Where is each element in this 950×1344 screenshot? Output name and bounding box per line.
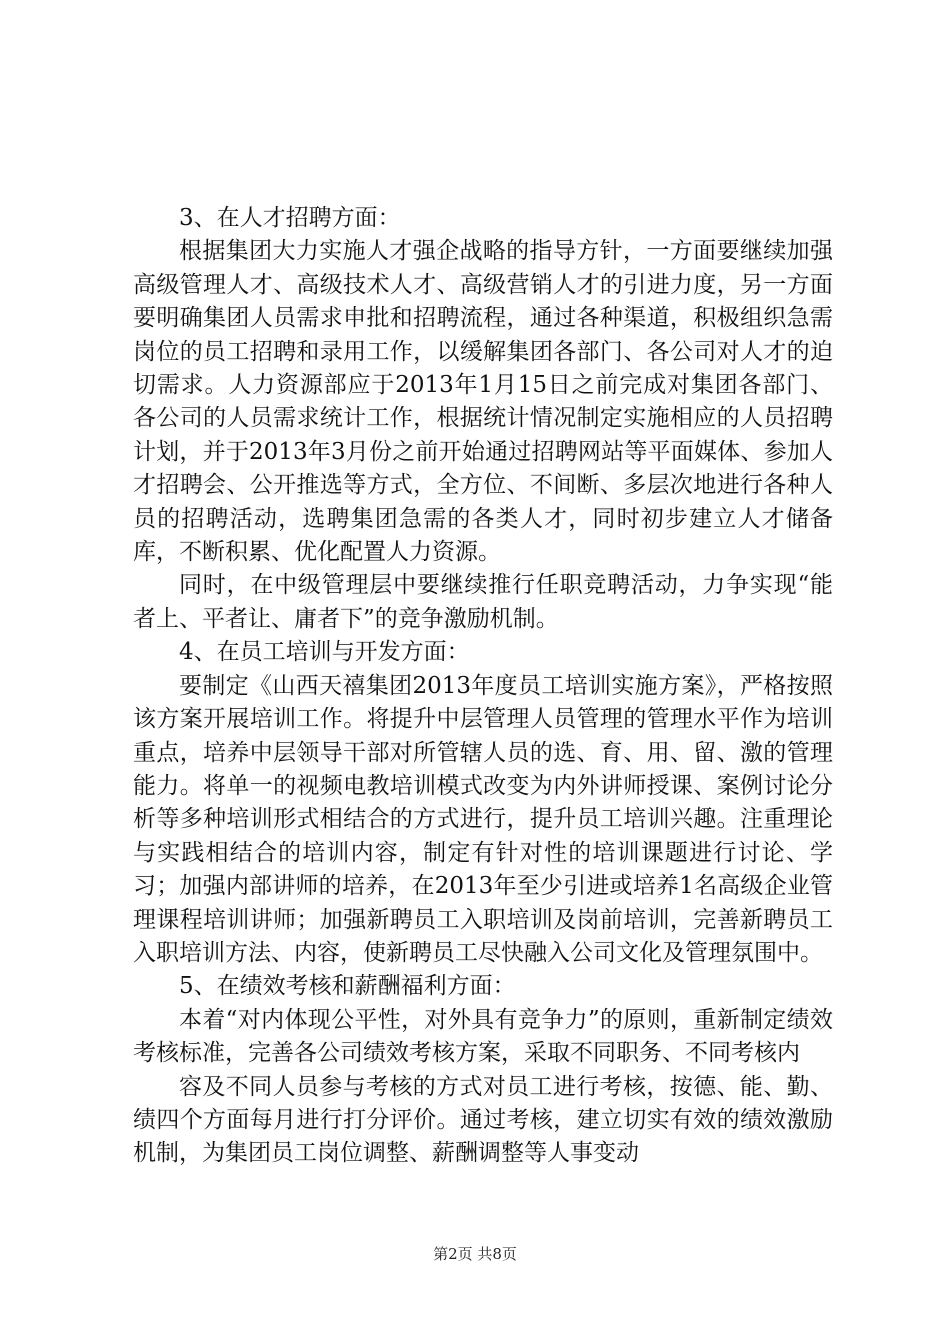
page-footer: 第2页 共8页 <box>433 1245 517 1263</box>
body-paragraph: 根据集团大力实施人才强企战略的指导方针，一方面要继续加强高级管理人才、高级技术人才、高级营销人才的引进力度，另一方面要明确集团人员需求申批和招聘流程，通过各种渠道，积极组织急需岗位的员工招聘和录用工作，以缓解集团各部门、各公司对人才的迫切需求。人力资源部应于2013年1月15日之前完成对集团各部门、各公司的人员需求统计工作，根据统计情况制定实施相应的人员招聘计划，并于2013年3月份之前开始通过招聘网站等平面媒体、参加人才招聘会、公开推选等方式，全方位、不间断、多层次地进行各种人员的招聘活动，选聘集团急需的各类人才，同时初步建立人才储备库，不断积累、优化配置人力资源。 <box>133 238 833 566</box>
body-paragraph: 同时，在中级管理层中要继续推行任职竞聘活动，力争实现“能者上、平者让、庸者下”的竞争激励机制。 <box>133 572 833 632</box>
document-body <box>133 202 833 1171</box>
section-heading-recruitment: 3、在人才招聘方面： <box>179 205 401 231</box>
body-paragraph: 要制定《山西天禧集团2013年度员工培训实施方案》，严格按照该方案开展培训工作。将提升中层管理人员管理的管理水平作为培训重点，培养中层领导干部对所管辖人员的选、育、用、留、激的管理能力。将单一的视频电教培训模式改变为内外讲师授课、案例讨论分析等多种培训形式相结合的方式进行，提升员工培训兴趣。注重理论与实践相结合的培训内容，制定有针对性的培训课题进行讨论、学习；加强内部讲师的培养，在2013年至少引进或培养1名高级企业管理课程培训讲师；加强新聘员工入职培训及岗前培训，完善新聘员工入职培训方法、内容，使新聘员工尽快融入公司文化及管理氛围中。 <box>133 672 833 966</box>
section-heading-performance: 5、在绩效考核和薪酬福利方面： <box>179 973 516 1000</box>
body-paragraph: 容及不同人员参与考核的方式对员工进行考核，按德、能、勤、绩四个方面每月进行打分评价。通过考核，建立切实有效的绩效激励机制，为集团员工岗位调整、薪酬调整等人事变动 <box>133 1073 833 1167</box>
body-paragraph: 本着“对内体现公平性，对外具有竞争力”的原则，重新制定绩效考核标准，完善各公司绩效考核方案，采取不同职务、不同考核内 <box>133 1006 833 1067</box>
section-heading-training: 4、在员工培训与开发方面： <box>179 639 470 666</box>
